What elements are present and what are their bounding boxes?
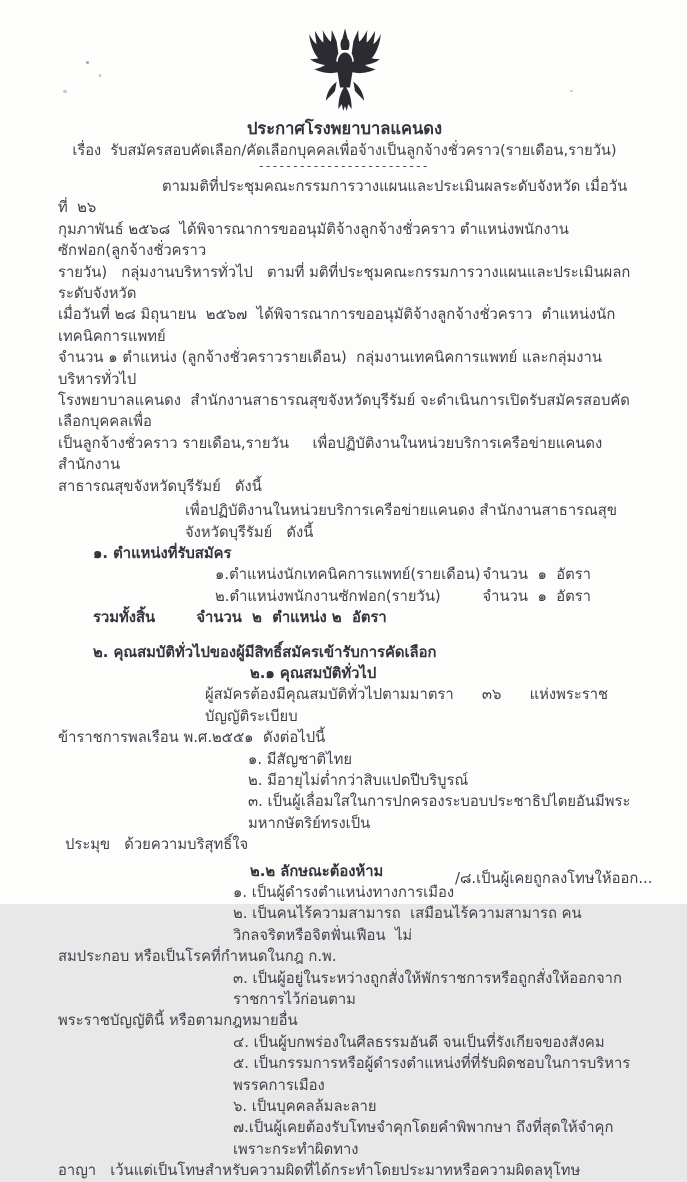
qualification-intro: ข้าราชการพลเรือน พ.ศ.๒๕๕๑ ดังต่อไปนี้ <box>58 729 326 747</box>
prohibition-item: ๓. เป็นผู้อยู่ในระหว่างถูกสั่งให้พักราชการหรือถูกสั่งให้ออกจากราชการไว้ก่อนตาม <box>233 969 622 1009</box>
intro-line: เป็นลูกจ้างชั่วคราว รายเดือน,รายวัน เพื่อปฏิบัติงานในหน่วยบริการเครือข่ายแคนดง สำนักงาน <box>58 434 607 474</box>
prohibition-item: ๒. เป็นคนไร้ความสามารถ เสมือนไร้ความสามารถ คนวิกลจริตหรือจิตฟั่นเฟือน ไม่ <box>233 905 582 944</box>
intro-line: จำนวน ๑ ตำแหน่ง (ลูกจ้างชั่วคราวรายเดือน) กลุ่มงานเทคนิคการแพทย์ และกลุ่มงานบริหารทั่วไป <box>58 349 602 388</box>
page-title: ประกาศโรงพยาบาลแคนดง <box>246 119 443 138</box>
next-page-note: /๘.เป็นผู้เคยถูกลงโทษให้ออก... <box>455 870 653 887</box>
position-row <box>215 564 631 585</box>
intro-line: รายวัน) กลุ่มงานบริหารทั่วไป ตามที่ มติที่ประชุมคณะกรรมการวางแผนและประเมินผลกระดับจังหวัด <box>58 263 631 303</box>
prohibition-item: ๗.เป็นผู้เคยต้องรับโทษจำคุกโดยคำพิพากษา ถึงที่สุดให้จำคุก เพราะกระทำผิดทาง <box>233 1119 628 1158</box>
qualification-item: ๒. มีอายุไม่ต่ำกว่าสิบแปดปีบริบูรณ์ <box>248 771 469 789</box>
intro-line: เมื่อวันที่ ๒๘ มิถุนายน ๒๕๖๗ ได้พิจารณาการขออนุมัติจ้างลูกจ้างชั่วคราว ตำแหน่งนักเทคนิคการแพทย์ <box>58 306 616 345</box>
prohibition-item-cont: อาญา เว้นแต่เป็นโทษสำหรับความผิดที่ได้กระทำโดยประมาทหรือความผิดลหุโทษ <box>58 1162 581 1180</box>
qualification-item: ๑. มีสัญชาติไทย <box>248 750 353 768</box>
total-line: รวมทั้งสิ้น จำนวน ๒ ตำแหน่ง ๒ อัตรา <box>93 609 387 627</box>
document-body <box>58 176 631 1182</box>
position-quantity: จำนวน ๑ อัตรา <box>482 566 591 584</box>
position-label: ๒.ตำแหน่งพนักงานซักฟอก(รายวัน) <box>215 587 441 605</box>
section-2-2-heading: ๒.๒ ลักษณะต้องห้าม <box>250 862 384 880</box>
prohibition-item: ๑. เป็นผู้ดำรงตำแหน่งทางการเมือง <box>233 884 455 901</box>
prohibition-item: ๖. เป็นบุคคลล้มละลาย <box>233 1098 377 1116</box>
intro-line: ตามมติที่ประชุมคณะกรรมการวางแผนและประเมินผลระดับจังหวัด เมื่อวันที่ ๒๖ <box>58 178 628 217</box>
prohibition-item-cont: สมประกอบ หรือเป็นโรคที่กำหนดในกฎ ก.พ. <box>58 948 337 966</box>
prohibition-item: ๕. เป็นกรรมการหรือผู้ดำรงตำแหน่งที่ที่รับผิดชอบในการบริหารพรรคการเมือง <box>233 1055 631 1094</box>
prohibition-item: ๔. เป็นผู้บกพร่องในศีลธรรมอันดี จนเป็นที่รังเกียจของสังคม <box>233 1033 605 1051</box>
section-2-1-heading: ๒.๑ คุณสมบัติทั่วไป <box>250 664 377 682</box>
section-1-heading: ๑. ตำแหน่งที่รับสมัคร <box>93 544 232 562</box>
garuda-emblem <box>58 26 631 116</box>
section-2-heading: ๒. คุณสมบัติทั่วไปของผู้มีสิทธิ์สมัครเข้ารับการคัดเลือก <box>93 643 437 661</box>
qualification-item: ๓. เป็นผู้เลื่อมใสในการปกครองระบอบประชาธิปไตยอันมีพระมหากษัตริย์ทรงเป็น <box>248 793 631 832</box>
intro-line: สาธารณสุขจังหวัดบุรีรัมย์ ดังนี้ <box>58 477 262 495</box>
intro-line: กุมภาพันธ์ ๒๕๖๘ ได้พิจารณาการขออนุมัติจ้างลูกจ้างชั่วคราว ตำแหน่งพนักงานซักฟอก(ลูกจ้างชั่วคราว <box>58 220 569 260</box>
position-row <box>215 586 631 607</box>
subject-line: เรื่อง รับสมัครสอบคัดเลือก/คัดเลือกบุคคลเพื่อจ้างเป็นลูกจ้างชั่วคราว(รายเดือน,รายวัน) <box>72 142 617 159</box>
position-quantity: จำนวน ๑ อัตรา <box>482 587 591 605</box>
position-label: ๑.ตำแหน่งนักเทคนิคการแพทย์(รายเดือน) <box>215 566 481 584</box>
prohibition-item-cont: พระราชบัญญัตินี้ หรือตามกฎหมายอื่น <box>58 1012 298 1030</box>
qualification-intro: ผู้สมัครต้องมีคุณสมบัติทั่วไปตามมาตรา ๓๖ แห่งพระราชบัญญัติระเบียบ <box>205 686 609 725</box>
intro-line: โรงพยาบาลแคนดง สำนักงานสาธารณสุขจังหวัดบุรีรัมย์ จะดำเนินการเปิดรับสมัครสอบคัดเลือกบุคคลเพื่อ <box>58 392 630 431</box>
purpose-line: เพื่อปฏิบัติงานในหน่วยบริการเครือข่ายแคนดง สำนักงานสาธารณสุขจังหวัดบุรีรัมย์ ดังนี้ <box>185 502 617 541</box>
qualification-item-cont: ประมุข ด้วยความบริสุทธิ์ใจ <box>65 836 249 854</box>
dashed-separator: ------------------------- <box>259 159 430 173</box>
